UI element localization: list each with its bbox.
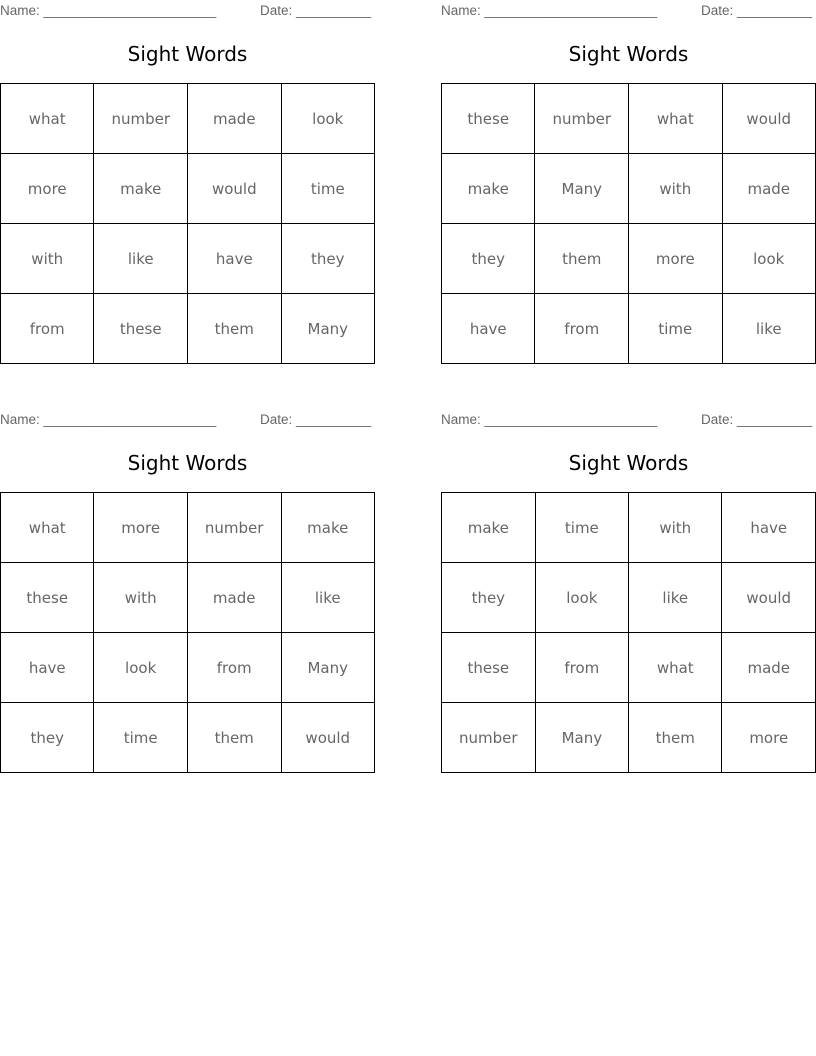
card-title: Sight Words: [568, 42, 689, 66]
word-cell: they: [442, 224, 535, 294]
word-cell: would: [188, 154, 281, 224]
word-cell: look: [94, 633, 187, 703]
word-cell: would: [281, 703, 375, 773]
word-cell: these: [94, 294, 188, 364]
word-cell: have: [1, 633, 94, 703]
word-cell: look: [535, 563, 628, 633]
word-cell: with: [629, 493, 722, 563]
grid-row: [442, 154, 816, 224]
word-cell: look: [722, 224, 816, 294]
word-cell: time: [94, 703, 187, 773]
word-cell: would: [722, 563, 816, 633]
word-grid: [0, 492, 375, 773]
word-cell: have: [442, 294, 535, 364]
word-cell: them: [187, 703, 281, 773]
word-cell: what: [1, 493, 94, 563]
word-cell: like: [722, 294, 816, 364]
name-field[interactable]: Name: _______________________: [441, 3, 658, 18]
word-cell: more: [1, 154, 94, 224]
bingo-card: [0, 409, 375, 773]
word-cell: time: [629, 294, 722, 364]
word-cell: they: [281, 224, 374, 294]
word-cell: them: [535, 224, 629, 294]
card-title: Sight Words: [127, 42, 248, 66]
word-cell: from: [1, 294, 94, 364]
word-cell: number: [94, 84, 188, 154]
word-cell: with: [1, 224, 94, 294]
card-title: Sight Words: [568, 451, 689, 475]
word-cell: look: [281, 84, 374, 154]
name-field[interactable]: Name: _______________________: [0, 412, 217, 427]
word-cell: like: [629, 563, 722, 633]
grid-row: [1, 563, 375, 633]
card-title: Sight Words: [127, 451, 248, 475]
word-cell: more: [722, 703, 816, 773]
word-cell: number: [442, 703, 536, 773]
word-cell: more: [629, 224, 722, 294]
word-cell: have: [188, 224, 281, 294]
grid-row: [442, 294, 816, 364]
word-cell: what: [629, 633, 722, 703]
word-cell: make: [281, 493, 375, 563]
word-cell: make: [442, 493, 536, 563]
word-cell: make: [94, 154, 188, 224]
word-cell: these: [442, 84, 535, 154]
date-field[interactable]: Date: __________: [701, 412, 813, 427]
word-cell: would: [722, 84, 816, 154]
date-field[interactable]: Date: __________: [260, 3, 372, 18]
bingo-card: [441, 0, 816, 364]
word-cell: number: [535, 84, 629, 154]
word-grid: [441, 492, 816, 773]
word-cell: Many: [281, 633, 375, 703]
word-cell: time: [281, 154, 374, 224]
word-cell: made: [188, 84, 281, 154]
grid-row: [442, 703, 816, 773]
grid-row: [442, 633, 816, 703]
grid-row: [1, 493, 375, 563]
word-cell: from: [535, 633, 628, 703]
word-cell: number: [187, 493, 281, 563]
word-cell: Many: [281, 294, 374, 364]
word-cell: made: [187, 563, 281, 633]
word-cell: they: [442, 563, 536, 633]
date-field[interactable]: Date: __________: [701, 3, 813, 18]
word-cell: Many: [535, 703, 628, 773]
grid-row: [1, 703, 375, 773]
word-cell: Many: [535, 154, 629, 224]
grid-row: [1, 633, 375, 703]
grid-row: [442, 84, 816, 154]
grid-row: [1, 84, 375, 154]
word-cell: from: [187, 633, 281, 703]
word-cell: with: [629, 154, 722, 224]
word-grid: [0, 83, 375, 364]
word-cell: from: [535, 294, 629, 364]
bingo-card: [0, 0, 375, 364]
word-cell: these: [442, 633, 536, 703]
word-cell: with: [94, 563, 187, 633]
grid-row: [442, 224, 816, 294]
word-cell: them: [188, 294, 281, 364]
word-cell: them: [629, 703, 722, 773]
word-cell: like: [94, 224, 188, 294]
word-cell: like: [281, 563, 375, 633]
name-field[interactable]: Name: _______________________: [0, 3, 217, 18]
grid-row: [442, 563, 816, 633]
word-cell: made: [722, 633, 816, 703]
grid-row: [442, 493, 816, 563]
word-cell: made: [722, 154, 816, 224]
word-cell: they: [1, 703, 94, 773]
word-cell: these: [1, 563, 94, 633]
grid-row: [1, 154, 375, 224]
word-cell: time: [535, 493, 628, 563]
date-field[interactable]: Date: __________: [260, 412, 372, 427]
word-cell: have: [722, 493, 816, 563]
word-cell: make: [442, 154, 535, 224]
word-cell: more: [94, 493, 187, 563]
word-grid: [441, 83, 816, 364]
word-cell: what: [629, 84, 722, 154]
word-cell: what: [1, 84, 94, 154]
bingo-card: [441, 409, 816, 773]
grid-row: [1, 294, 375, 364]
grid-row: [1, 224, 375, 294]
name-field[interactable]: Name: _______________________: [441, 412, 658, 427]
